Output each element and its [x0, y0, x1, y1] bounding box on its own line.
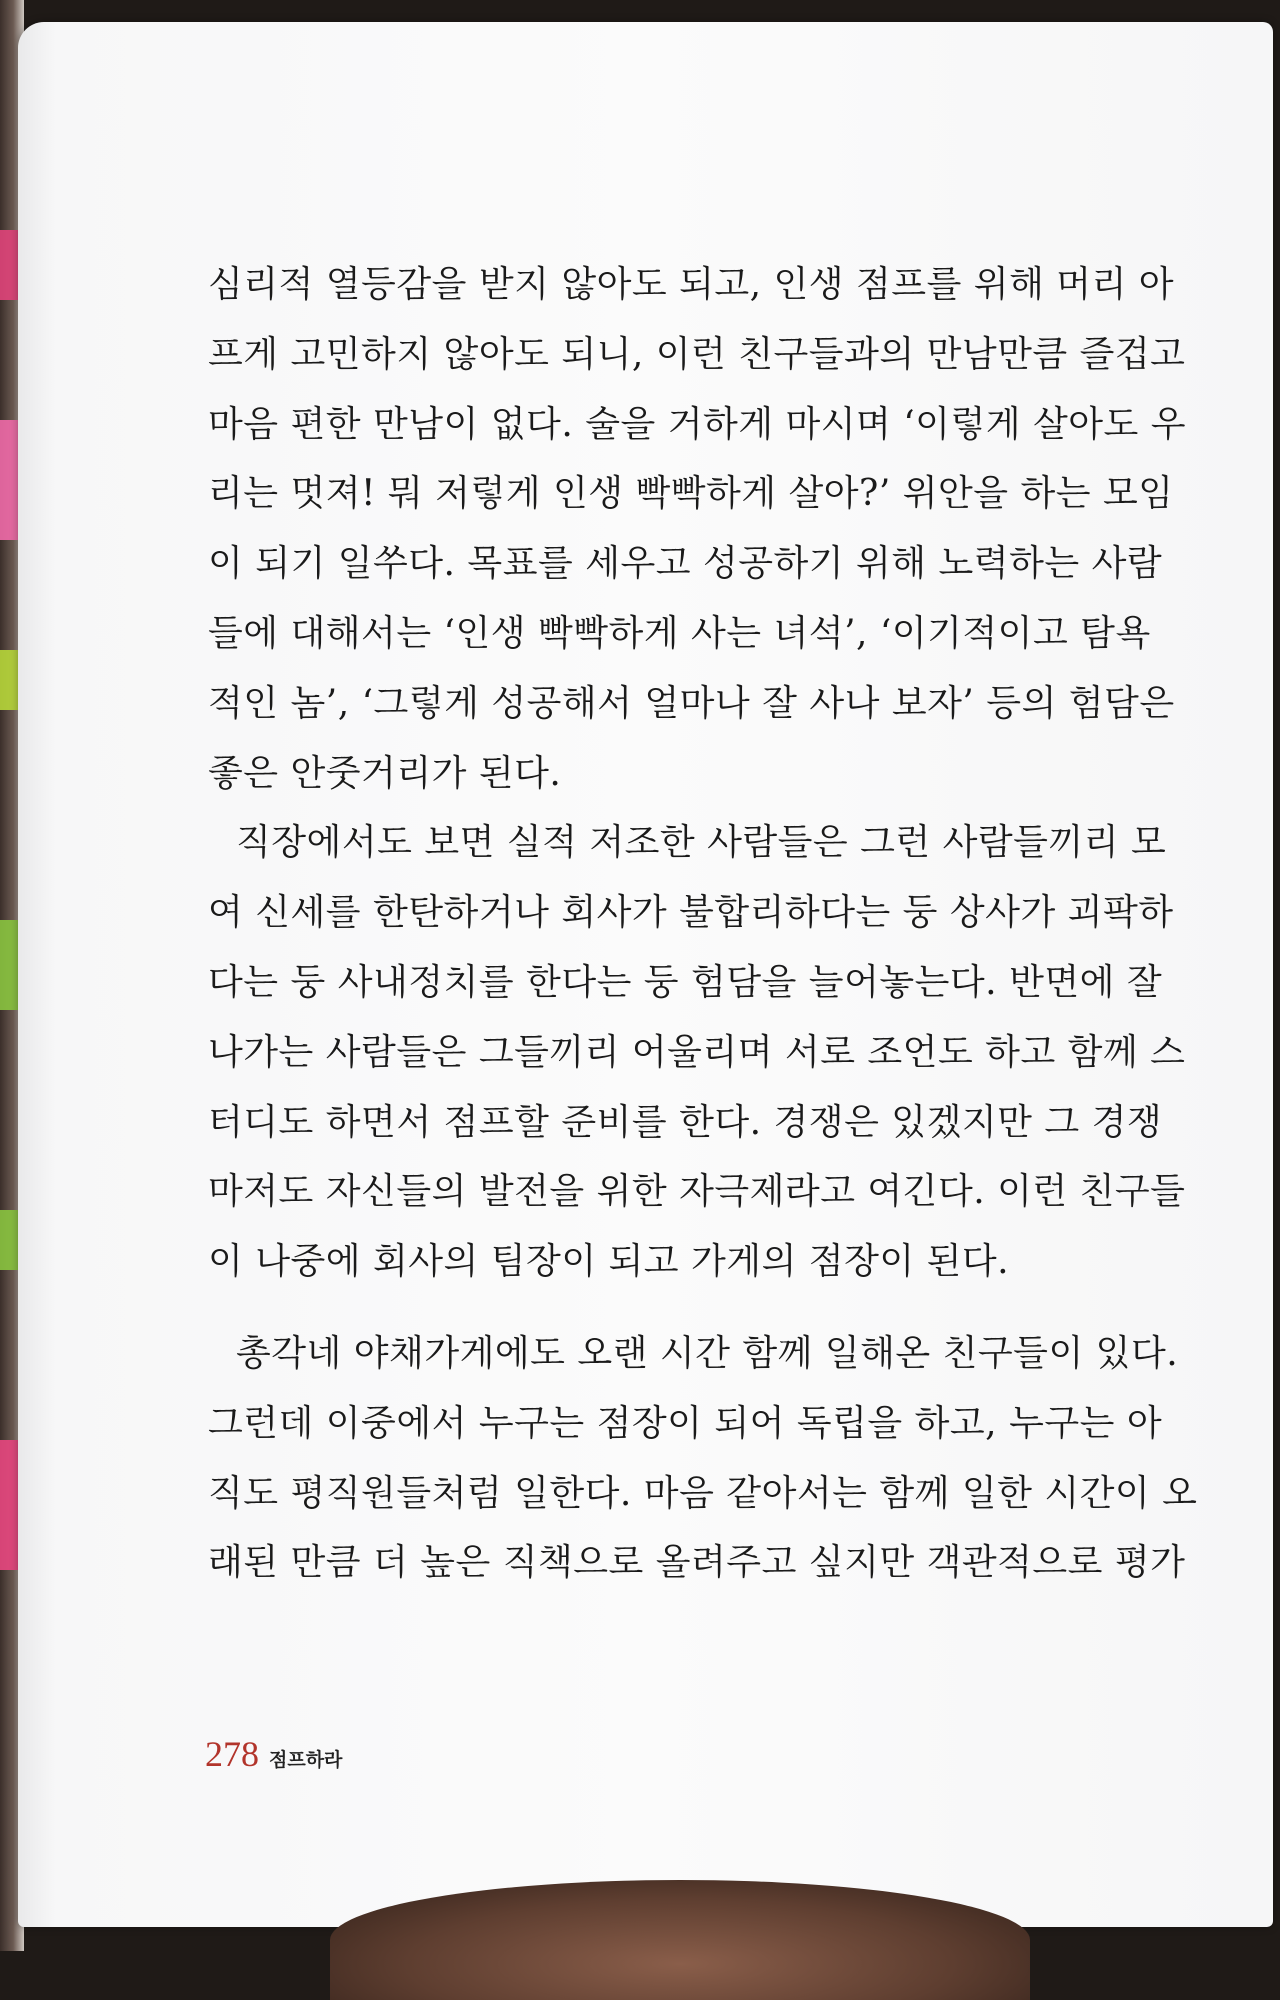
thumb-holding-page — [330, 1880, 1030, 2000]
text-line: 프게 고민하지 않아도 되니, 이런 친구들과의 만남만큼 즐겁고 — [208, 333, 1186, 375]
paragraph-3 — [208, 1319, 1198, 1598]
page-number: 278 — [205, 1734, 259, 1774]
text-line: 마저도 자신들의 발전을 위한 자극제라고 여긴다. 이런 친구들 — [208, 1171, 1186, 1213]
text-line: 좋은 안줏거리가 된다. — [208, 752, 562, 794]
text-line: 그런데 이중에서 누구는 점장이 되어 독립을 하고, 누구는 아 — [208, 1402, 1163, 1444]
paragraph-1 — [208, 250, 1187, 808]
text-line: 심리적 열등감을 받지 않아도 되고, 인생 점프를 위해 머리 아 — [208, 264, 1175, 305]
text-line: 직도 평직원들처럼 일한다. 마음 같아서는 함께 일한 시간이 오 — [208, 1472, 1198, 1514]
running-title: 점프하라 — [269, 1749, 343, 1771]
text-line: 리는 멋져! 뭐 저렇게 인생 빡빡하게 살아?’ 위안을 하는 모임 — [208, 473, 1174, 515]
paragraph-gap — [208, 1297, 1128, 1319]
text-line: 다는 둥 사내정치를 한다는 둥 험담을 늘어놓는다. 반면에 잘 — [208, 961, 1163, 1003]
page-footer — [205, 1733, 342, 1783]
text-line: 들에 대해서는 ‘인생 빡빡하게 사는 녀석’, ‘이기적이고 탐욕 — [208, 612, 1151, 654]
text-line: 마음 편한 만남이 없다. 술을 거하게 마시며 ‘이렇게 살아도 우 — [208, 403, 1187, 445]
book-page — [18, 22, 1273, 1927]
text-line: 터디도 하면서 점프할 준비를 한다. 경쟁은 있겠지만 그 경쟁 — [208, 1101, 1163, 1143]
text-line: 이 나중에 회사의 팀장이 되고 가게의 점장이 된다. — [208, 1241, 1010, 1283]
text-line: 래된 만큼 더 높은 직책으로 올려주고 싶지만 객관적으로 평가 — [208, 1542, 1186, 1584]
text-line: 직장에서도 보면 실적 저조한 사람들은 그런 사람들끼리 모 — [236, 822, 1167, 864]
body-text — [208, 250, 1198, 1598]
text-line: 여 신세를 한탄하거나 회사가 불합리하다는 둥 상사가 괴팍하 — [208, 892, 1174, 934]
text-line: 총각네 야채가게에도 오랜 시간 함께 일해온 친구들이 있다. — [236, 1332, 1179, 1374]
text-line: 나가는 사람들은 그들끼리 어울리며 서로 조언도 하고 함께 스 — [208, 1031, 1186, 1073]
text-line: 이 되기 일쑤다. 목표를 세우고 성공하기 위해 노력하는 사람 — [208, 543, 1163, 585]
text-line: 적인 놈’, ‘그렇게 성공해서 얼마나 잘 사나 보자’ 등의 험담은 — [208, 682, 1175, 724]
paragraph-2 — [208, 808, 1186, 1297]
